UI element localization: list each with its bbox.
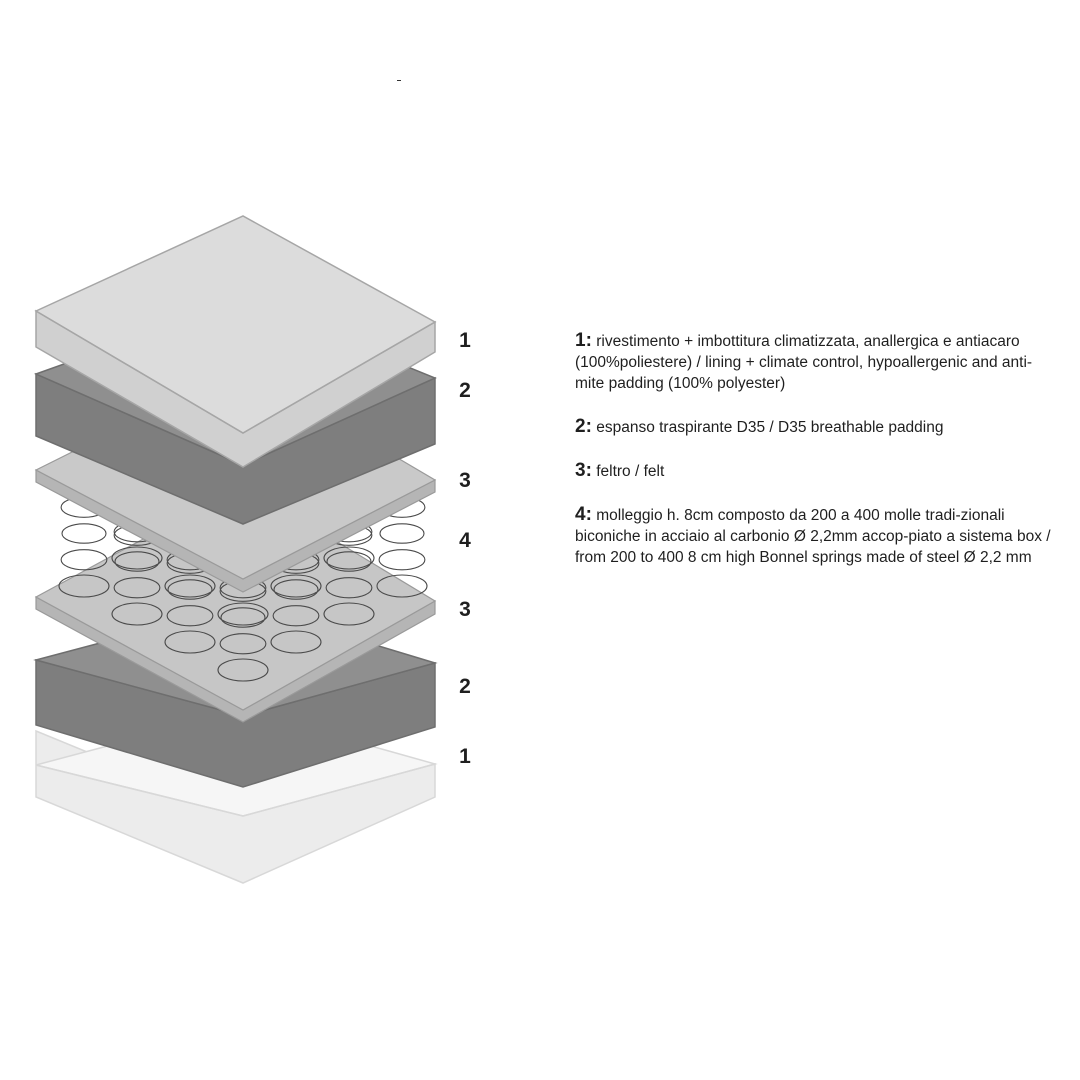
legend-key: 1: [575, 330, 592, 351]
legend-item-4 [575, 504, 1055, 568]
layer-number-2-bottom: 2 [459, 675, 471, 698]
layer-number-2-top: 2 [459, 379, 471, 402]
legend-text: feltro / felt [596, 463, 665, 480]
legend-text: molleggio h. 8cm composto da 200 a 400 molle tradi-zionali biconiche in acciaio al carbonio Ø 2,2mm accop-piato a sistema box / from 200 to 400 8 cm high Bonnel springs made of steel Ø 2,2 mm [575, 507, 1051, 566]
layer-number-1-top: 1 [459, 329, 471, 352]
layer-number-4: 4 [459, 529, 471, 552]
legend-item-1 [575, 330, 1055, 394]
legend-item-3 [575, 460, 1055, 482]
legend-text: espanso traspirante D35 / D35 breathable padding [596, 419, 944, 436]
legend-key: 4: [575, 504, 592, 525]
legend-key: 3: [575, 460, 592, 481]
stray-mark [397, 80, 401, 81]
legend-item-2 [575, 416, 1055, 438]
legend-text: rivestimento + imbottitura climatizzata, anallergica e antiacaro (100%poliestere) / lining + climate control, hypoallergenic and anti-mite padding (100% polyester) [575, 333, 1033, 392]
layer-number-1-bottom: 1 [459, 745, 471, 768]
layer-number-3-bottom: 3 [459, 598, 471, 621]
legend [575, 330, 1055, 590]
layer-number-3-top: 3 [459, 469, 471, 492]
legend-key: 2: [575, 416, 592, 437]
